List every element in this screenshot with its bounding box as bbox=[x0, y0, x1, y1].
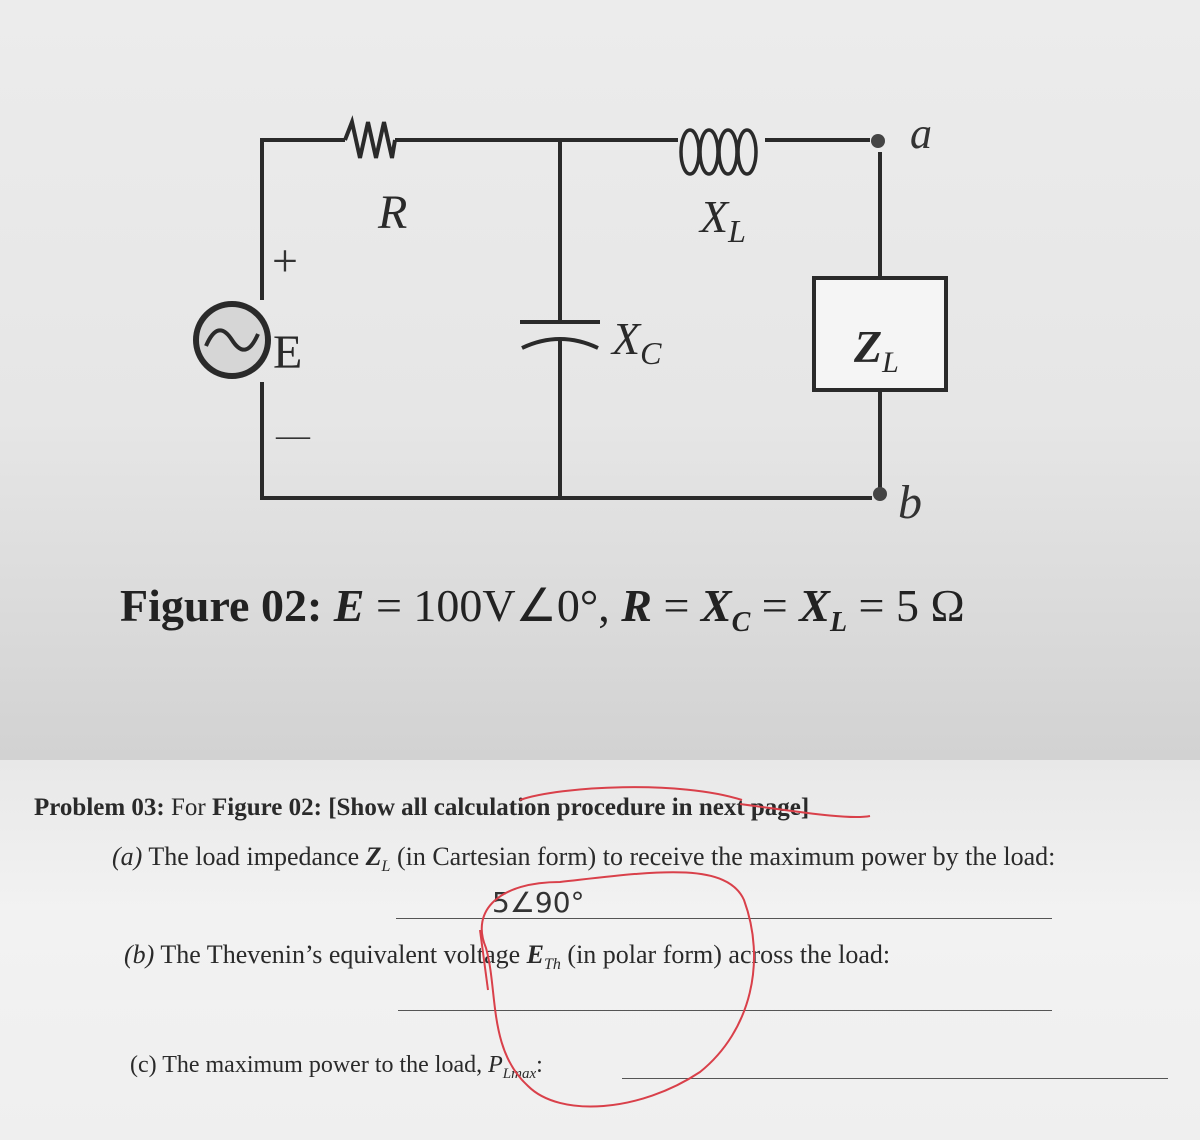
load-label: $Z_L$ bbox=[854, 321, 899, 379]
resistor-label: R bbox=[378, 186, 408, 239]
answer-line-c bbox=[622, 1078, 1168, 1079]
answer-line-b bbox=[398, 1010, 1052, 1011]
handwritten-answer-a: 5∠90° bbox=[492, 886, 585, 919]
ac-source-symbol bbox=[196, 304, 268, 376]
plus-sign: + bbox=[272, 235, 298, 286]
inductor-symbol bbox=[681, 130, 756, 174]
inductor-label: $X_L$ bbox=[700, 191, 746, 249]
question-c: (c) The maximum power to the load, $P_{Lmax}$: bbox=[130, 1052, 543, 1082]
terminal-a-dot bbox=[871, 134, 885, 148]
terminal-b-dot bbox=[873, 487, 887, 501]
source-label: E bbox=[273, 326, 303, 379]
capacitor-label: $X_C$ bbox=[612, 313, 662, 371]
terminal-b-label: b bbox=[898, 476, 922, 529]
minus-sign: — bbox=[276, 417, 310, 454]
answer-line-a bbox=[396, 918, 1052, 919]
problem-sheet bbox=[0, 760, 1200, 1140]
figure-caption: Figure 02: E = 100V∠0°, $R = X_C = X_L = 5$ Ω bbox=[120, 580, 965, 639]
question-a: (a) The load impedance $Z_L$ (in Cartesian form) to receive the maximum power by the load: bbox=[112, 842, 1056, 876]
question-b: (b) The Thevenin’s equivalent voltage $E_{Th}$ (in polar form) across the load: bbox=[124, 940, 891, 974]
terminal-a-label: a bbox=[910, 109, 932, 158]
resistor-symbol bbox=[345, 122, 395, 158]
circuit-wires bbox=[262, 140, 880, 498]
problem-title: Problem 03: For Figure 02: [Show all calculation procedure in next page] bbox=[34, 794, 810, 821]
